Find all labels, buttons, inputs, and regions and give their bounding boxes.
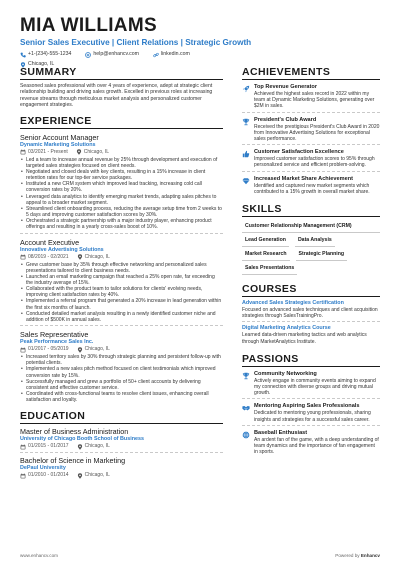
divider	[20, 452, 223, 453]
passion-description: An ardent fan of the game, with a deep understanding of team dynamics and the importance of fan engagement in sports.	[254, 436, 379, 456]
experience-entry	[20, 238, 223, 327]
course-description: Focused on advanced sales techniques and client acquisition strategies through SalesTrainingPro.	[242, 307, 378, 320]
company-name[interactable]: Dynamic Marketing Solutions	[20, 141, 96, 148]
achievement-description: Improved customer satisfaction scores to 95% through personalized service and efficient problem-solving.	[254, 156, 375, 169]
achievement	[242, 149, 380, 168]
contact-row	[20, 51, 380, 58]
divider	[242, 112, 380, 113]
passion-description: Actively engage in community events aiming to expand my connection with diverse groups and driving mutual growth.	[254, 377, 376, 397]
bullet-item: • Coordinated with cross-functional teams to resolve client issues, enhancing overall satisfaction and loyalty.	[20, 391, 223, 403]
degree: Bachelor of Science in Marketing	[20, 456, 126, 466]
powered-by-text: Powered by	[335, 553, 360, 558]
company-name[interactable]: Innovative Advertising Solutions	[20, 246, 104, 253]
job-location	[77, 472, 110, 479]
linkedin-text: linkedin.com	[160, 51, 190, 57]
experience-list	[20, 133, 223, 404]
passion-title: Baseball Enthusiast	[254, 429, 308, 436]
bullet-item: • Implemented a referral program that generated a 20% increase in lead generation within the first six months of launch.	[20, 298, 223, 310]
calendar-icon	[20, 473, 26, 479]
left-column	[20, 66, 223, 479]
job-title: Senior Account Manager	[20, 132, 99, 142]
map-pin-icon	[77, 444, 83, 450]
passion	[242, 371, 380, 397]
phone-contact[interactable]	[20, 51, 71, 58]
passions-list	[242, 371, 380, 456]
skill-tag: Data Analysis	[295, 235, 335, 247]
achievements-list	[242, 84, 380, 195]
date-location-row	[20, 443, 223, 450]
handshake-icon	[242, 404, 250, 422]
experience-entry	[20, 330, 223, 403]
bullet-item: • Successfully managed and grew a portfolio of 50+ client accounts by delivering consistent and effective customer service.	[20, 379, 223, 391]
skill-tag: Strategic Planning	[296, 249, 348, 261]
email-text: help@enhancv.com	[93, 51, 139, 57]
skill-tag: Customer Relationship Management (CRM)	[242, 221, 380, 233]
map-pin-icon	[77, 254, 83, 260]
job-bullets	[20, 354, 223, 403]
courses-heading: COURSES	[242, 283, 380, 297]
right-column	[242, 66, 380, 479]
education-heading: EDUCATION	[20, 410, 223, 424]
passion	[242, 430, 380, 456]
divider	[20, 325, 223, 326]
bullet-item: • Negotiated and closed deals with key clients, resulting in a 15% increase in client retention rates for our top-tier service packages.	[20, 169, 223, 181]
passions-heading: PASSIONS	[242, 353, 380, 367]
passion-title: Mentoring Aspiring Sales Professionals	[254, 403, 360, 410]
achievement-body	[254, 149, 380, 168]
bullet-item: • Collaborated with the product team to tailor solutions for clients' evolving needs, improving client satisfaction rates by 40%.	[20, 286, 223, 298]
footer-powered	[335, 553, 380, 558]
bullet-item: • Implemented a new sales pitch method focused on client testimonials which improved conversion rate by 15%.	[20, 366, 223, 378]
summary-heading: SUMMARY	[20, 66, 223, 80]
candidate-name: MIA WILLIAMS	[20, 15, 157, 36]
basketball-icon	[242, 431, 250, 456]
skill-tag: Market Research	[242, 249, 290, 261]
course-description: Learned data-driven marketing tactics and web analytics through MarketAnalytics Institute.	[242, 332, 367, 345]
date-location-row	[20, 472, 223, 479]
brand-logo-text[interactable]: Enhancv	[360, 553, 380, 558]
achievement-title: Top Revenue Generator	[254, 84, 317, 90]
education-entry	[20, 456, 223, 479]
divider	[242, 425, 380, 426]
date-location-row	[20, 346, 223, 353]
location-text: Chicago, IL	[28, 61, 55, 67]
calendar-icon	[20, 444, 26, 450]
job-location	[77, 443, 110, 450]
passion-body	[254, 430, 380, 456]
course-title[interactable]: Digital Marketing Analytics Course	[242, 325, 331, 332]
achievement-body	[254, 84, 380, 110]
degree: Master of Business Administration	[20, 427, 129, 437]
footer-website[interactable]: www.enhancv.com	[20, 553, 58, 558]
passion-description: Dedicated to mentoring young professionals, sharing insights and strategies for a successful sales career.	[254, 410, 371, 423]
experience-heading: EXPERIENCE	[20, 115, 223, 129]
trophy-icon	[242, 118, 250, 143]
map-pin-icon	[77, 347, 83, 353]
phone-icon	[20, 52, 26, 58]
passion-title: Community Networking	[254, 370, 317, 377]
two-column-body	[20, 66, 380, 479]
divider	[242, 144, 380, 145]
calendar-icon	[20, 347, 26, 353]
skills-list	[242, 219, 380, 275]
achievement	[242, 176, 380, 195]
trophy-icon	[242, 372, 250, 397]
job-bullets	[20, 157, 223, 231]
achievement-description: Identified and captured new market segments which contributed to a 15% growth in overall market share.	[254, 182, 370, 195]
job-location	[77, 346, 110, 353]
job-bullets	[20, 262, 223, 324]
date-range	[20, 472, 69, 479]
map-pin-icon	[77, 473, 83, 479]
link-icon	[153, 52, 159, 58]
bullet-item: • Conducted detailed market analysis resulting in a newly identified customer niche and addition of $500K in annual sales.	[20, 311, 223, 323]
bullet-item: • Orchestrated a strategic partnership with a major industry player, enhancing product offerings and resulting in a yearly cross-sales boost of 10%.	[20, 218, 223, 230]
date-text: 01/2010 - 01/2014	[28, 472, 69, 479]
achievement-title: President's Club Award	[254, 116, 317, 123]
passion-body	[254, 371, 380, 397]
skill-tag: Lead Generation	[242, 235, 289, 247]
summary-text: Seasoned sales professional with over 4 years of experience, adept at strategic client relationship building and driving sales growth. Excelled in previous roles at increasing revenue streams through meticulous market analysis and personalized customer engagement strategies.	[20, 83, 213, 109]
experience-entry	[20, 133, 223, 234]
diamond-icon	[242, 177, 250, 195]
achievement-title: Increased Market Share Achievement	[254, 175, 353, 182]
date-location-row	[20, 149, 223, 156]
location-text: Chicago, IL	[84, 443, 110, 450]
location-text: Chicago, IL	[84, 472, 110, 479]
bullet-item: • Instituted a new CRM system which improved lead tracking, increasing cold call conversion rates by 20%.	[20, 181, 223, 193]
achievement-description: Received the prestigious President's Club Award in 2020 from Innovative Advertising Solutions for exceptional sales performance.	[254, 123, 380, 143]
courses-list	[242, 300, 380, 345]
date-location-row	[20, 254, 223, 261]
passion	[242, 403, 380, 422]
achievement-body	[254, 176, 380, 195]
job-location	[76, 149, 109, 156]
bullet-item: • Increased territory sales by 30% through strategic planning and persistent follow-up with potential clients.	[20, 354, 223, 366]
phone-text: +1-(234)-555-1234	[28, 51, 72, 57]
skill-tag: Sales Presentations	[242, 263, 297, 275]
job-location	[77, 254, 110, 261]
divider	[242, 321, 380, 322]
divider	[20, 233, 223, 234]
job-title: Sales Representative	[20, 330, 89, 340]
date-text: 01/2017 - 05/2019	[28, 346, 69, 353]
bullet-item: • Led a team to increase annual revenue by 25% through development and execution of targeted sales strategies focused on client needs.	[20, 157, 223, 169]
achievement	[242, 117, 380, 143]
school-name[interactable]: DePaul University	[20, 465, 66, 472]
calendar-icon	[20, 254, 26, 260]
map-pin-icon	[76, 149, 82, 155]
school-name[interactable]: University of Chicago Booth School of Business	[20, 436, 144, 443]
achievement-body	[254, 117, 380, 143]
location-text: Chicago, IL	[84, 346, 110, 353]
linkedin-contact[interactable]	[153, 51, 190, 58]
divider	[242, 171, 380, 172]
bullet-item: • Streamlined client onboarding process, reducing the average setup time from 2 weeks to 5 days and improving customer satisfaction scores by 30%.	[20, 206, 223, 218]
date-text: 08/2019 - 02/2021	[28, 253, 69, 260]
passion-body	[254, 403, 380, 422]
bullet-item: • Leveraged data analytics to identify emerging market trends, adapting sales pitches to appeal to a broader market segment.	[20, 194, 223, 206]
bullet-item: • Grew customer base by 35% through effective networking and personalized sales presentations tailored to client business needs.	[20, 262, 223, 274]
achievements-heading: ACHIEVEMENTS	[242, 66, 380, 80]
footer	[20, 553, 380, 558]
date-range	[20, 254, 69, 261]
calendar-icon	[20, 149, 26, 155]
achievement	[242, 84, 380, 110]
date-text: 01/2015 - 01/2017	[28, 443, 69, 450]
date-range	[20, 443, 69, 450]
date-range	[20, 149, 68, 156]
bullet-item: • Launched an email marketing campaign that reached a 25% open rate, far exceeding the industry average of 15%.	[20, 274, 223, 286]
at-icon	[85, 52, 91, 58]
job-title: Account Executive	[20, 237, 80, 247]
skills-heading: SKILLS	[242, 203, 380, 217]
email-contact[interactable]	[85, 51, 139, 58]
company-name[interactable]: Peak Performance Sales Inc.	[20, 339, 94, 346]
achievement-description: Achieved the highest sales record in 2022 within my team at Dynamic Marketing Solutions, generating over $2M in sales.	[254, 91, 375, 110]
education-list	[20, 427, 223, 479]
divider	[242, 398, 380, 399]
location-text: Chicago, IL	[84, 253, 110, 260]
thumbs-up-icon	[242, 150, 250, 168]
date-range	[20, 346, 69, 353]
headline: Senior Sales Executive | Client Relations | Strategic Growth	[20, 38, 252, 47]
course-title[interactable]: Advanced Sales Strategies Certification	[242, 300, 344, 307]
rocket-icon	[242, 85, 250, 110]
achievement-title: Customer Satisfaction Excellence	[254, 149, 344, 156]
education-entry	[20, 427, 223, 453]
date-text: 03/2021 - Present	[28, 148, 68, 155]
location-text: Chicago, IL	[83, 148, 110, 155]
